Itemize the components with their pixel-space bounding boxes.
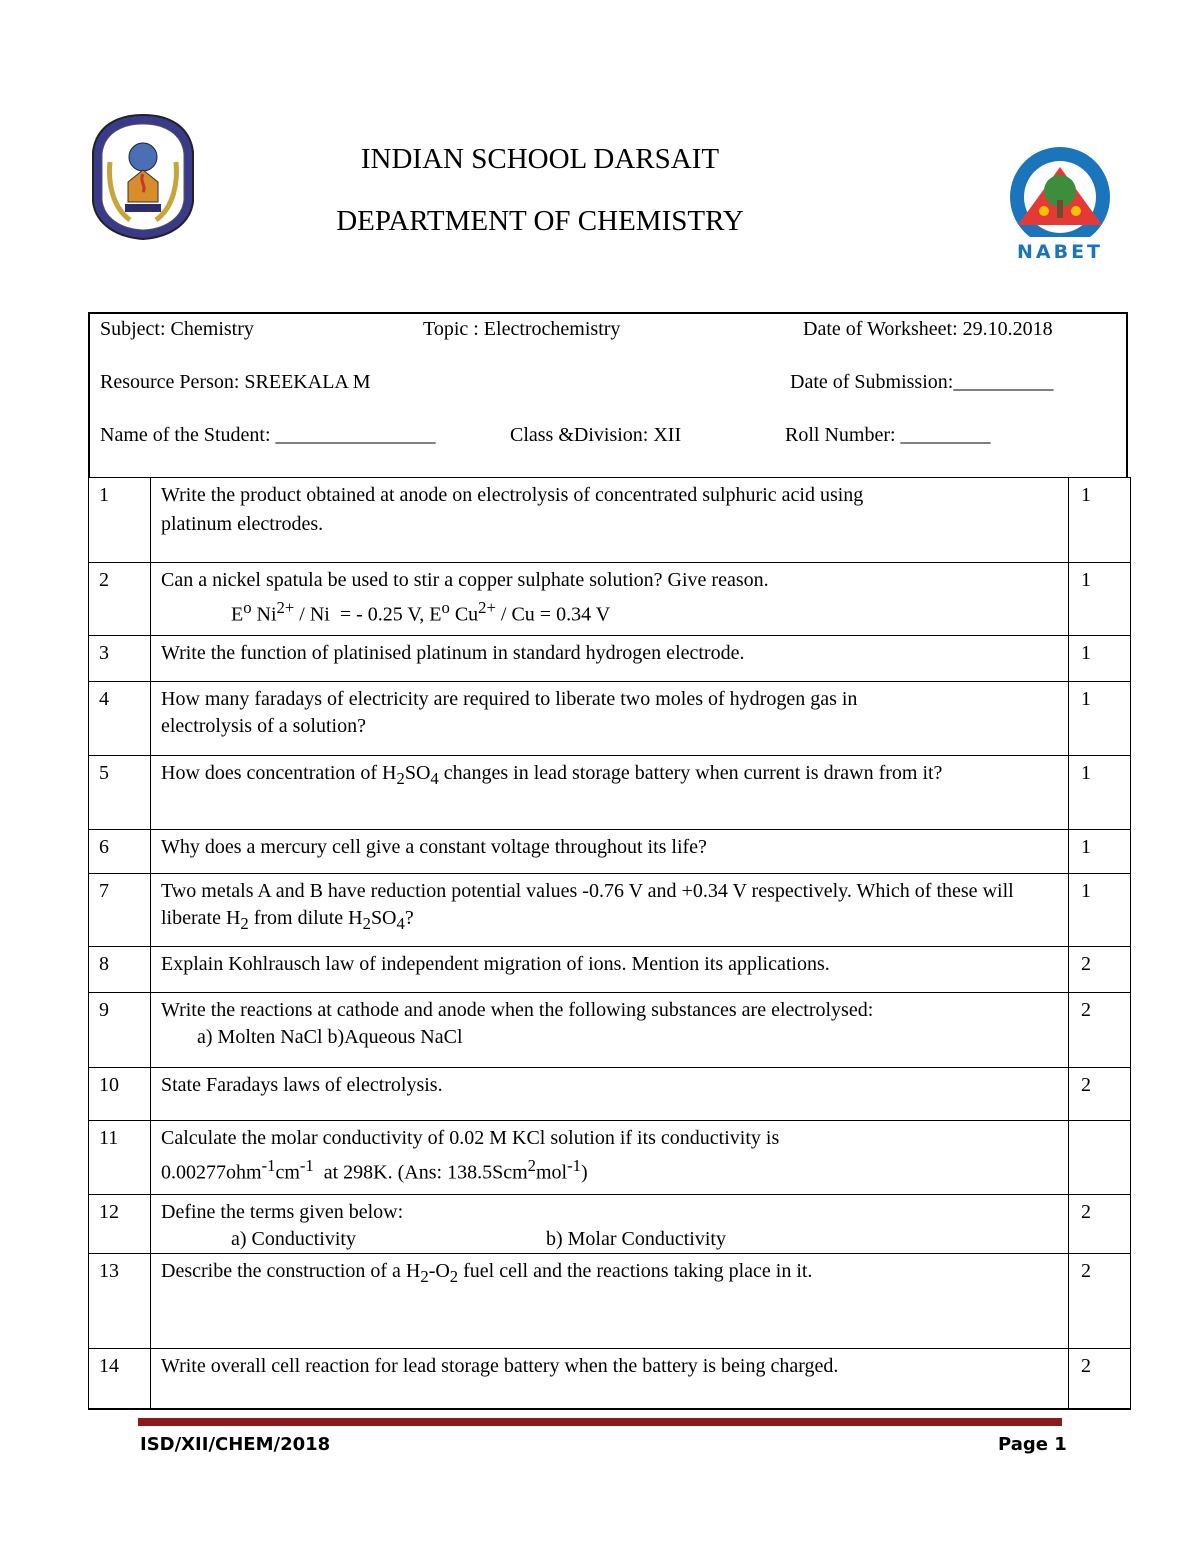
question-row [89,874,1131,947]
question-row [89,636,1131,682]
question-table [88,477,1131,1410]
question-number: 2 [89,563,151,636]
question-number: 12 [89,1195,151,1254]
roll-number: Roll Number: _________ [785,424,991,446]
question-row [89,756,1131,830]
electrode-potentials: $E^o$ $Ni^{2+}$ / Ni = - 0.25 V, $E^o$ $Cu^{2+} / Cu = 0.34$ V [231,598,611,626]
question-row [89,993,1131,1068]
nabet-badge-icon [998,145,1124,263]
topic-label: Topic : Electrochemistry [423,318,621,340]
worksheet-date: Date of Worksheet: 29.10.2018 [803,318,1053,340]
question-marks: 2 [1069,1068,1131,1121]
question-row [89,1195,1131,1254]
question-number: 14 [89,1349,151,1409]
subject-label: Subject: Chemistry [100,318,254,340]
question-number: 3 [89,636,151,682]
question-number: 6 [89,830,151,874]
school-name: INDIAN SCHOOL DARSAIT [360,143,720,175]
question-number: 9 [89,993,151,1068]
question-number: 11 [89,1121,151,1195]
question-text: Write overall cell reaction for lead storage battery when the battery is being charged. [151,1349,1069,1409]
question-text: Write the product obtained at anode on electrolysis of concentrated sulphuric acid using platinum electrodes. [151,478,1069,563]
page-number: Page 1 [998,1434,1067,1455]
question-marks: 2 [1069,1195,1131,1254]
resource-person: Resource Person: SREEKALA M [100,371,371,393]
question-marks: 1 [1069,478,1131,563]
question-row [89,1254,1131,1349]
document-code: ISD/XII/CHEM/2018 [140,1434,331,1455]
question-number: 5 [89,756,151,830]
question-text: Calculate the molar conductivity of 0.02 M KCl solution if its conductivity is $0.00277ohm^{-1}cm^{-1}$ at 298K. (Ans: 138.5Scm$^2$mol$^{-1}$) [151,1121,1069,1195]
question-marks: 1 [1069,874,1131,947]
question-row [89,830,1131,874]
submission-date: Date of Submission:__________ [790,371,1054,393]
question-marks: 1 [1069,636,1131,682]
question-row [89,1068,1131,1121]
question-text: Explain Kohlrausch law of independent migration of ions. Mention its applications. [151,947,1069,993]
question-row [89,563,1131,636]
question-text: Define the terms given below: a) Conductivity b) Molar Conductivity [151,1195,1069,1254]
conductivity-answer: $0.00277ohm^{-1}cm^{-1}$ at 298K. (Ans: 138.5Scm$^2$mol$^{-1}$) [161,1156,588,1184]
question-row [89,947,1131,993]
question-text: Why does a mercury cell give a constant voltage throughout its life? [151,830,1069,874]
question-text: Write the reactions at cathode and anode when the following substances are electrolysed: a) Molten NaCl b)Aqueous NaCl [151,993,1069,1068]
question-number: 7 [89,874,151,947]
question-number: 13 [89,1254,151,1349]
question-text: How many faradays of electricity are required to liberate two moles of hydrogen gas in electrolysis of a solution? [151,682,1069,756]
question-marks: 1 [1069,830,1131,874]
question-marks: 1 [1069,756,1131,830]
question-marks: 2 [1069,1349,1131,1409]
question-marks: 1 [1069,682,1131,756]
question-row [89,1349,1131,1409]
footer-divider [138,1418,1062,1426]
nabet-wordmark: NABET [1016,241,1104,263]
question-marks: 1 [1069,563,1131,636]
question-number: 1 [89,478,151,563]
question-text: State Faradays laws of electrolysis. [151,1068,1069,1121]
question-text: Write the function of platinised platinum in standard hydrogen electrode. [151,636,1069,682]
question-marks: 2 [1069,1254,1131,1349]
school-crest-icon [90,112,196,242]
question-text: How does concentration of $H_2SO_4$ changes in lead storage battery when current is drawn from it? [151,756,1069,830]
question-text: Can a nickel spatula be used to stir a copper sulphate solution? Give reason. $E^o$ $Ni^{2+}$ / Ni = - 0.25 V, $E^o$ $Cu^{2+} / Cu = 0.34$ V [151,563,1069,636]
question-number: 8 [89,947,151,993]
question-row [89,682,1131,756]
question-row [89,478,1131,563]
class-division: Class &Division: XII [510,424,682,446]
question-text: Two metals A and B have reduction potential values -0.76 V and +0.34 V respectively. Which of these will liberate $H_2$ from dilute $H_2SO_4$? [151,874,1069,947]
question-text: Describe the construction of a $H_2-O_2$ fuel cell and the reactions taking place in it. [151,1254,1069,1349]
question-marks: 2 [1069,947,1131,993]
question-number: 10 [89,1068,151,1121]
question-row [89,1121,1131,1195]
question-marks [1069,1121,1131,1195]
question-number: 4 [89,682,151,756]
question-marks: 2 [1069,993,1131,1068]
student-name: Name of the Student: ________________ [100,424,436,446]
department-title: DEPARTMENT OF CHEMISTRY [336,205,744,237]
worksheet-info-box [88,312,1128,478]
